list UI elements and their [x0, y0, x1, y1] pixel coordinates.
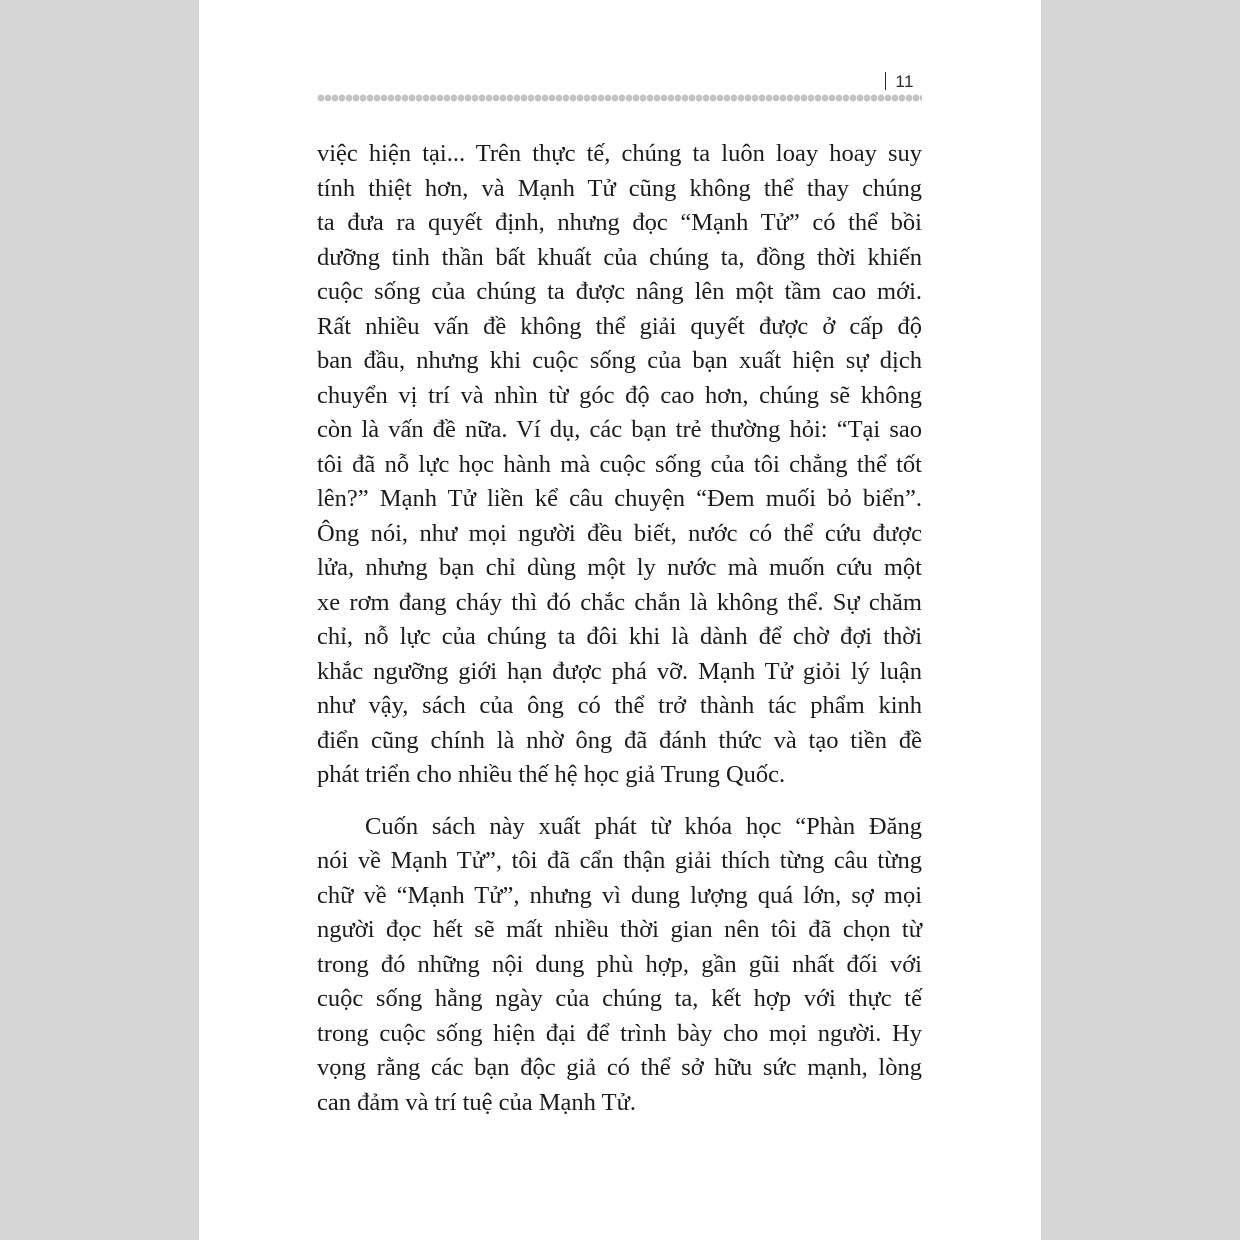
text-line: cuộc sống hằng ngày của chúng ta, kết hợp với thực tế — [317, 985, 922, 1012]
text-line: ta đưa ra quyết định, nhưng đọc “Mạnh Tử” có thể bồi — [317, 209, 922, 236]
text-line: chỉ, nỗ lực của chúng ta đôi khi là dành để chờ đợi thời — [317, 623, 922, 650]
text-line: người đọc hết sẽ mất nhiều thời gian nên tôi đã chọn từ — [317, 916, 922, 943]
text-line: còn là vấn đề nữa. Ví dụ, các bạn trẻ thường hỏi: “Tại sao — [317, 416, 922, 443]
text-line: ban đầu, nhưng khi cuộc sống của bạn xuất hiện sự dịch — [317, 347, 922, 374]
text-line: Cuốn sách này xuất phát từ khóa học “Phàn Đăng — [365, 812, 922, 840]
paragraph-2 — [317, 810, 922, 1121]
text-line: vọng rằng các bạn độc giả có thể sở hữu sức mạnh, lòng — [317, 1054, 922, 1081]
dotted-header-rule — [317, 94, 922, 102]
text-line: tôi đã nỗ lực học hành mà cuộc sống của tôi chẳng thể tốt — [317, 450, 922, 478]
text-line: khắc ngưỡng giới hạn được phá vỡ. Mạnh Tử giỏi lý luận — [317, 657, 922, 685]
book-page — [199, 0, 1041, 1240]
paragraph-1 — [317, 137, 922, 793]
text-line: điển cũng chính là nhờ ông đã đánh thức và tạo tiền đề — [317, 726, 922, 754]
page-number: 11 — [895, 72, 914, 91]
text-line: chuyển vị trí và nhìn từ góc độ cao hơn, chúng sẽ không — [317, 381, 922, 409]
text-line: nói về Mạnh Tử”, tôi đã cẩn thận giải thích từng câu từng — [317, 847, 922, 874]
text-line: tính thiệt hơn, và Mạnh Tử cũng không thể thay chúng — [317, 174, 922, 202]
text-line: lửa, nhưng bạn chỉ dùng một ly nước mà muốn cứu một — [317, 554, 922, 581]
body-text — [317, 137, 922, 1120]
text-line: can đảm và trí tuệ của Mạnh Tử. — [317, 1088, 636, 1116]
text-line: chữ về “Mạnh Tử”, nhưng vì dung lượng quá lớn, sợ mọi — [317, 881, 922, 909]
text-line: cuộc sống của chúng ta được nâng lên một tầm cao mới. — [317, 278, 922, 305]
text-line: lên?” Mạnh Tử liền kể câu chuyện “Đem muối bỏ biển”. — [317, 485, 922, 512]
text-line: như vậy, sách của ông có thể trở thành tác phẩm kinh — [317, 692, 922, 719]
text-line: dưỡng tinh thần bất khuất của chúng ta, đồng thời khiến — [317, 243, 922, 271]
page-header — [317, 70, 922, 104]
text-line: Rất nhiều vấn đề không thể giải quyết được ở cấp độ — [317, 312, 922, 340]
page-number-block — [885, 72, 914, 92]
page-number-divider — [885, 72, 886, 90]
text-line: Ông nói, như mọi người đều biết, nước có thể cứu được — [317, 519, 922, 547]
text-line: phát triển cho nhiều thế hệ học giả Trung Quốc. — [317, 761, 786, 788]
text-line: việc hiện tại... Trên thực tế, chúng ta luôn loay hoay suy — [317, 140, 922, 167]
text-line: xe rơm đang cháy thì đó chắc chắn là không thể. Sự chăm — [317, 588, 922, 616]
text-line: trong cuộc sống hiện đại để trình bày cho mọi người. Hy — [317, 1019, 922, 1047]
text-line: trong đó những nội dung phù hợp, gần gũi nhất đối với — [317, 950, 922, 978]
